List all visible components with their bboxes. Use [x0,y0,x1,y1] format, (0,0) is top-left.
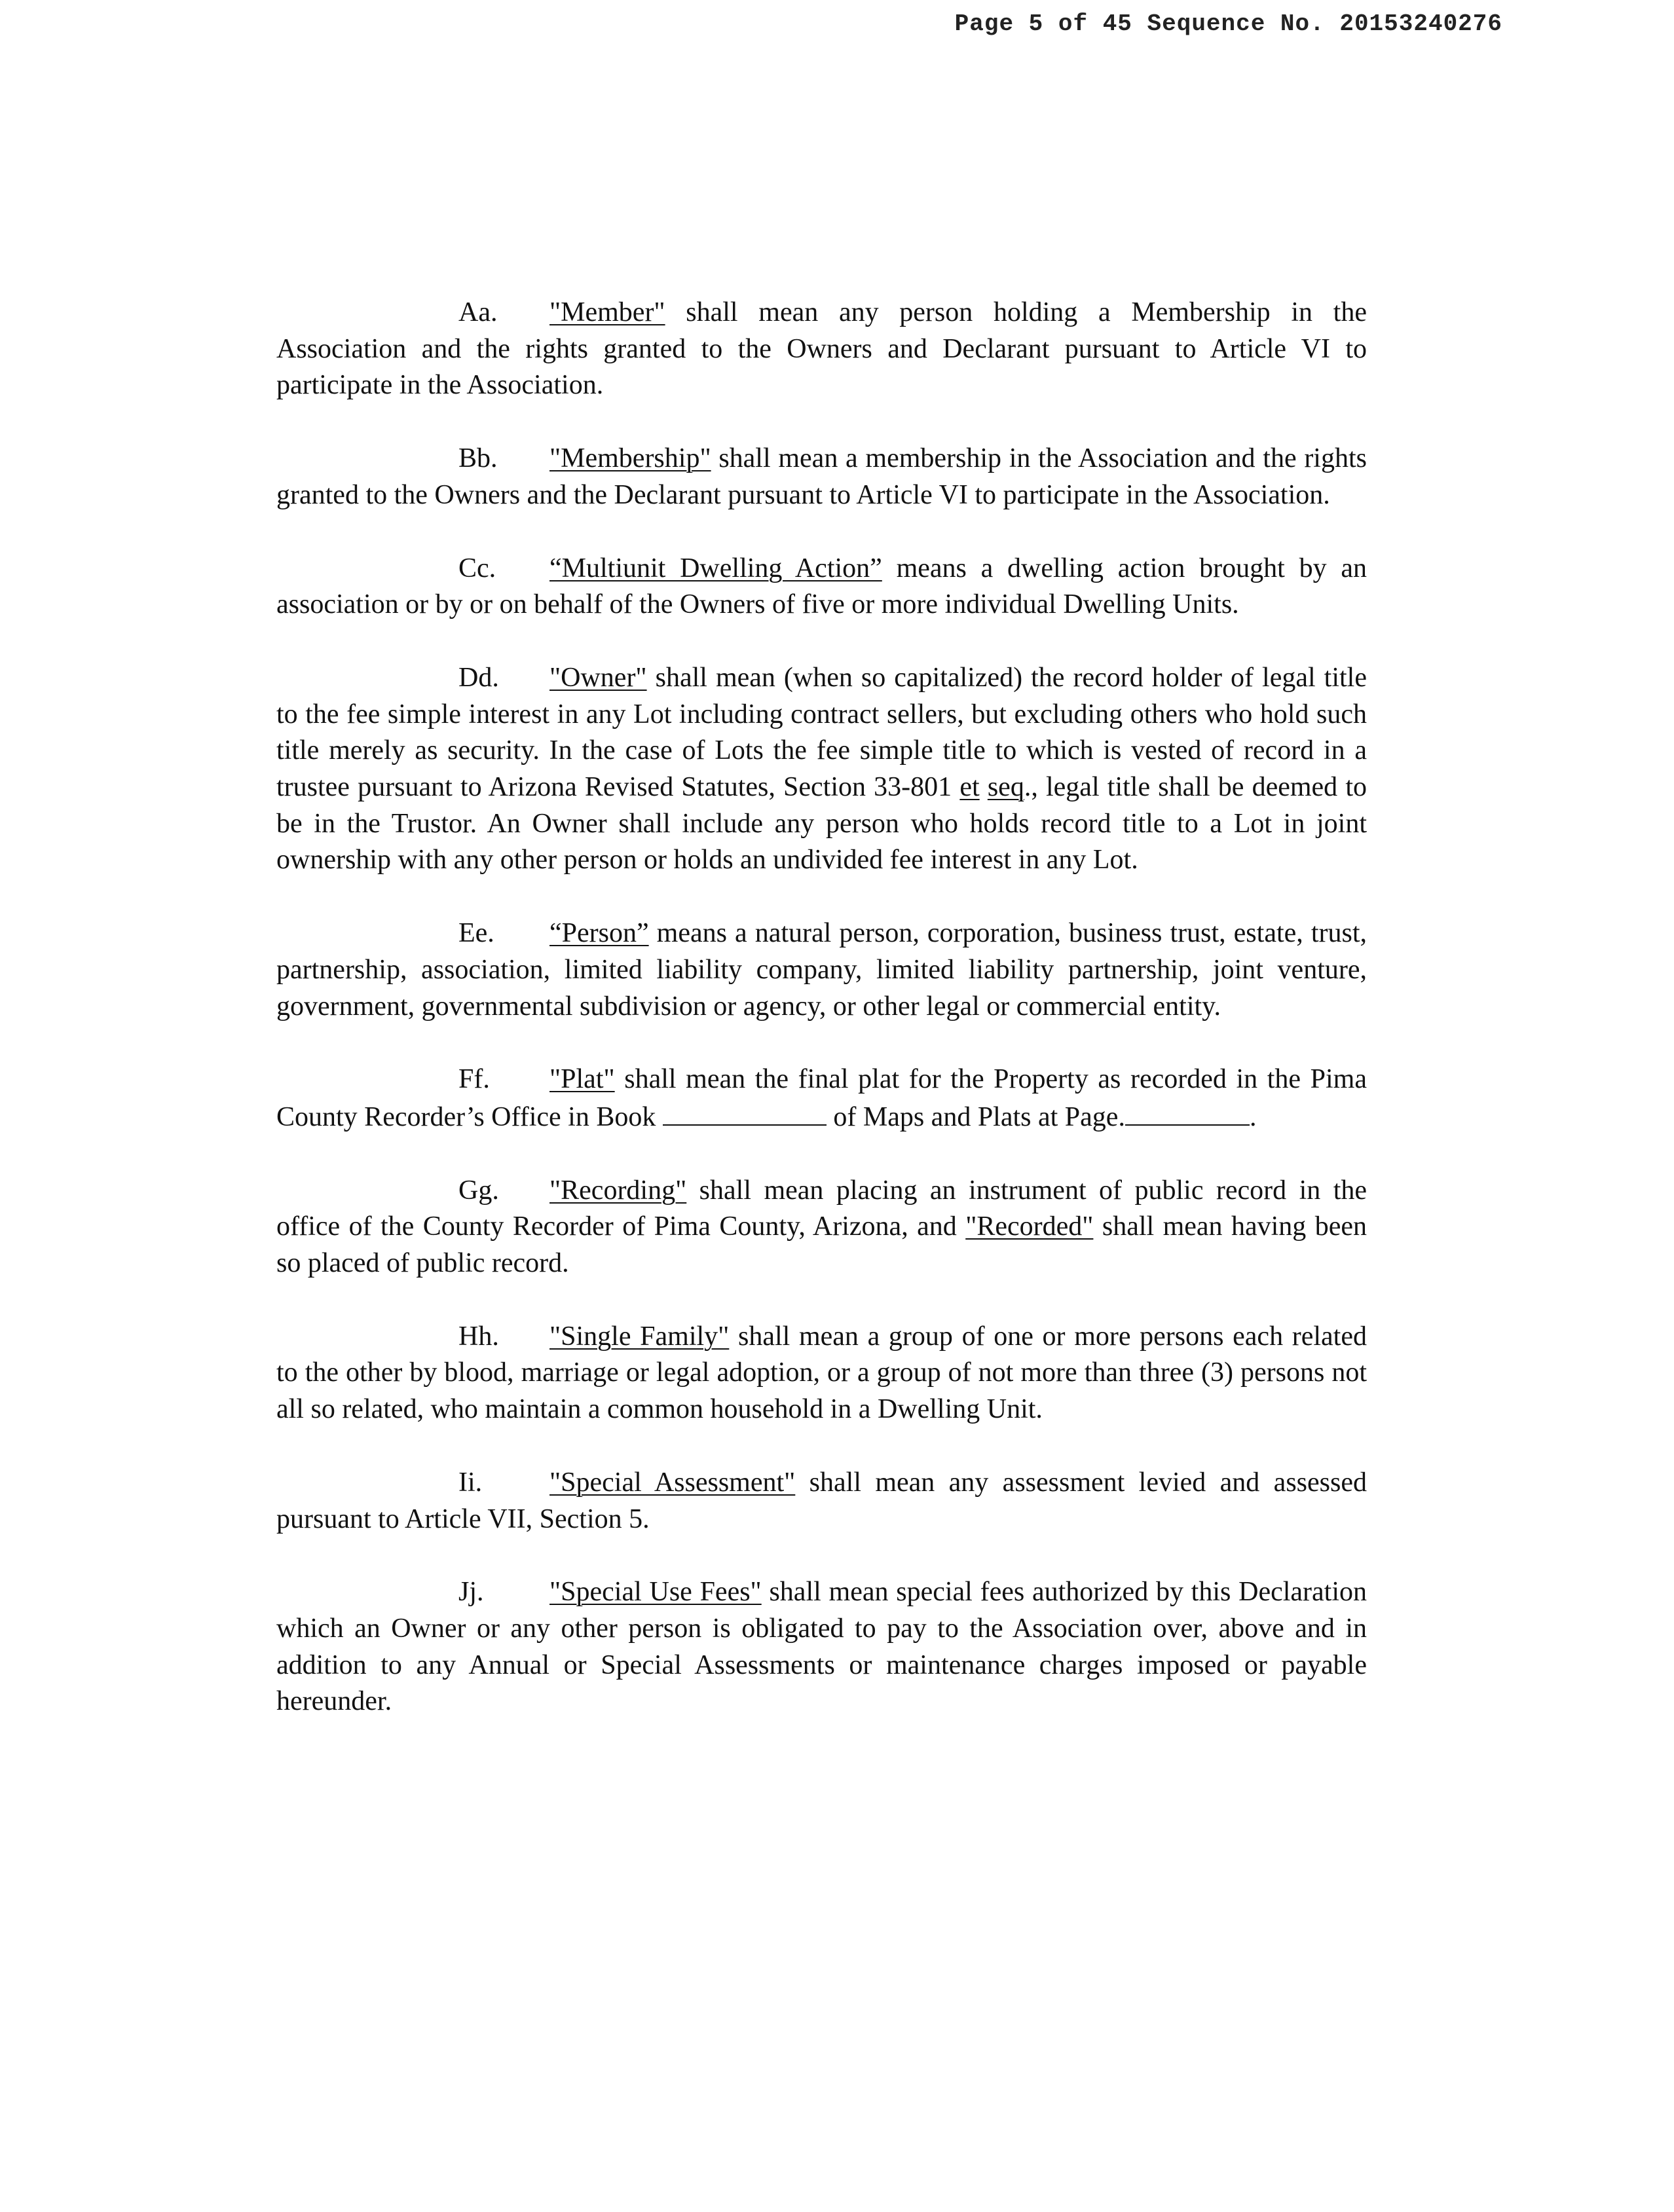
definition-label: Dd. [458,662,499,693]
definition-text: shall mean placing an instrument of public record in the office of the County Recorder of Pima County, Arizona, and [276,1175,1367,1242]
latin-et: et [959,772,980,803]
definition-recording [276,1173,1367,1282]
definition-label: Jj. [458,1577,484,1608]
definition-person [276,915,1367,1025]
defined-term: “Person” [549,918,649,949]
defined-term: "Recording" [549,1175,687,1206]
latin-seq: seq [987,772,1024,803]
page-number-blank [1125,1098,1250,1126]
book-number-blank [663,1098,827,1126]
definition-text: means a dwelling action brought by an association or by or on behalf of the Owners of five or more individual Dwelling Units. [276,553,1367,620]
definition-text: shall mean a membership in the Association and the rights granted to the Owners and the Declarant pursuant to Article VI to participate in the Association. [276,443,1367,510]
definition-text-continued: of Maps and Plats at Page. [826,1101,1125,1132]
defined-term: “Multiunit Dwelling Action” [549,553,882,583]
definition-text-end: . [1249,1101,1257,1132]
definition-text: shall mean any person holding a Membership in the Association and the rights granted to the Owners and Declarant pursuant to Article VI to participate in the Association. [276,297,1367,401]
defined-term: "Special Assessment" [549,1467,796,1498]
definition-label: Ff. [458,1064,490,1095]
definition-special-use-fees [276,1574,1367,1720]
word-space [980,772,988,802]
defined-term-recorded: "Recorded" [965,1211,1094,1242]
definition-special-assessment [276,1465,1367,1538]
definition-membership [276,441,1367,513]
defined-term: "Plat" [549,1064,615,1095]
defined-term: "Owner" [549,662,647,693]
defined-term: "Single Family" [549,1321,730,1352]
definition-owner [276,660,1367,879]
definition-multiunit-dwelling-action [276,551,1367,623]
definition-label: Ee. [458,918,494,949]
definition-label: Aa. [458,297,498,327]
definition-label: Gg. [458,1175,499,1206]
definition-single-family [276,1319,1367,1428]
definition-text: shall mean any assessment levied and assessed pursuant to Article VII, Section 5. [276,1467,1367,1534]
definition-label: Ii. [458,1467,483,1498]
document-body [276,295,1367,1720]
defined-term: "Member" [549,297,665,327]
definition-text: shall mean (when so capitalized) the record holder of legal title to the fee simple interest in any Lot including contract sellers, but excluding others who hold such title merely as security. In the case of Lots the fee simple title to which is vested of record in a trustee pursuant to Arizona Revised Statutes, Section 33-801 [276,662,1367,803]
definition-text: shall mean the final plat for the Property as recorded in the Pima County Recorder’s Office in Book [276,1064,1367,1132]
definition-text-continued: shall mean having been so placed of public record. [276,1211,1367,1279]
definition-member [276,295,1367,404]
definition-text-continued: ., legal title shall be deemed to be in the Trustor. An Owner shall include any person who holds record title to a Lot in joint ownership with any other person or holds an undivided fee interest in any Lot. [276,772,1367,876]
page-sequence-header: Page 5 of 45 Sequence No. 20153240276 [954,10,1502,37]
defined-term: "Special Use Fees" [549,1577,762,1608]
definition-label: Cc. [458,553,496,583]
definition-label: Bb. [458,443,498,474]
defined-term: "Membership" [549,443,711,474]
definition-text: shall mean a group of one or more persons each related to the other by blood, marriage or legal adoption, or a group of not more than three (3) persons not all so related, who maintain a common household in a Dwelling Unit. [276,1321,1367,1425]
definition-plat [276,1061,1367,1135]
definition-text: shall mean special fees authorized by this Declaration which an Owner or any other person is obligated to pay to the Association over, above and in addition to any Annual or Special Assessments or maintenance charges imposed or payable hereunder. [276,1577,1367,1717]
definition-label: Hh. [458,1321,499,1352]
definition-text: means a natural person, corporation, business trust, estate, trust, partnership, association, limited liability company, limited liability partnership, joint venture, government, governmental subdivision or agency, or other legal or commercial entity. [276,918,1367,1022]
